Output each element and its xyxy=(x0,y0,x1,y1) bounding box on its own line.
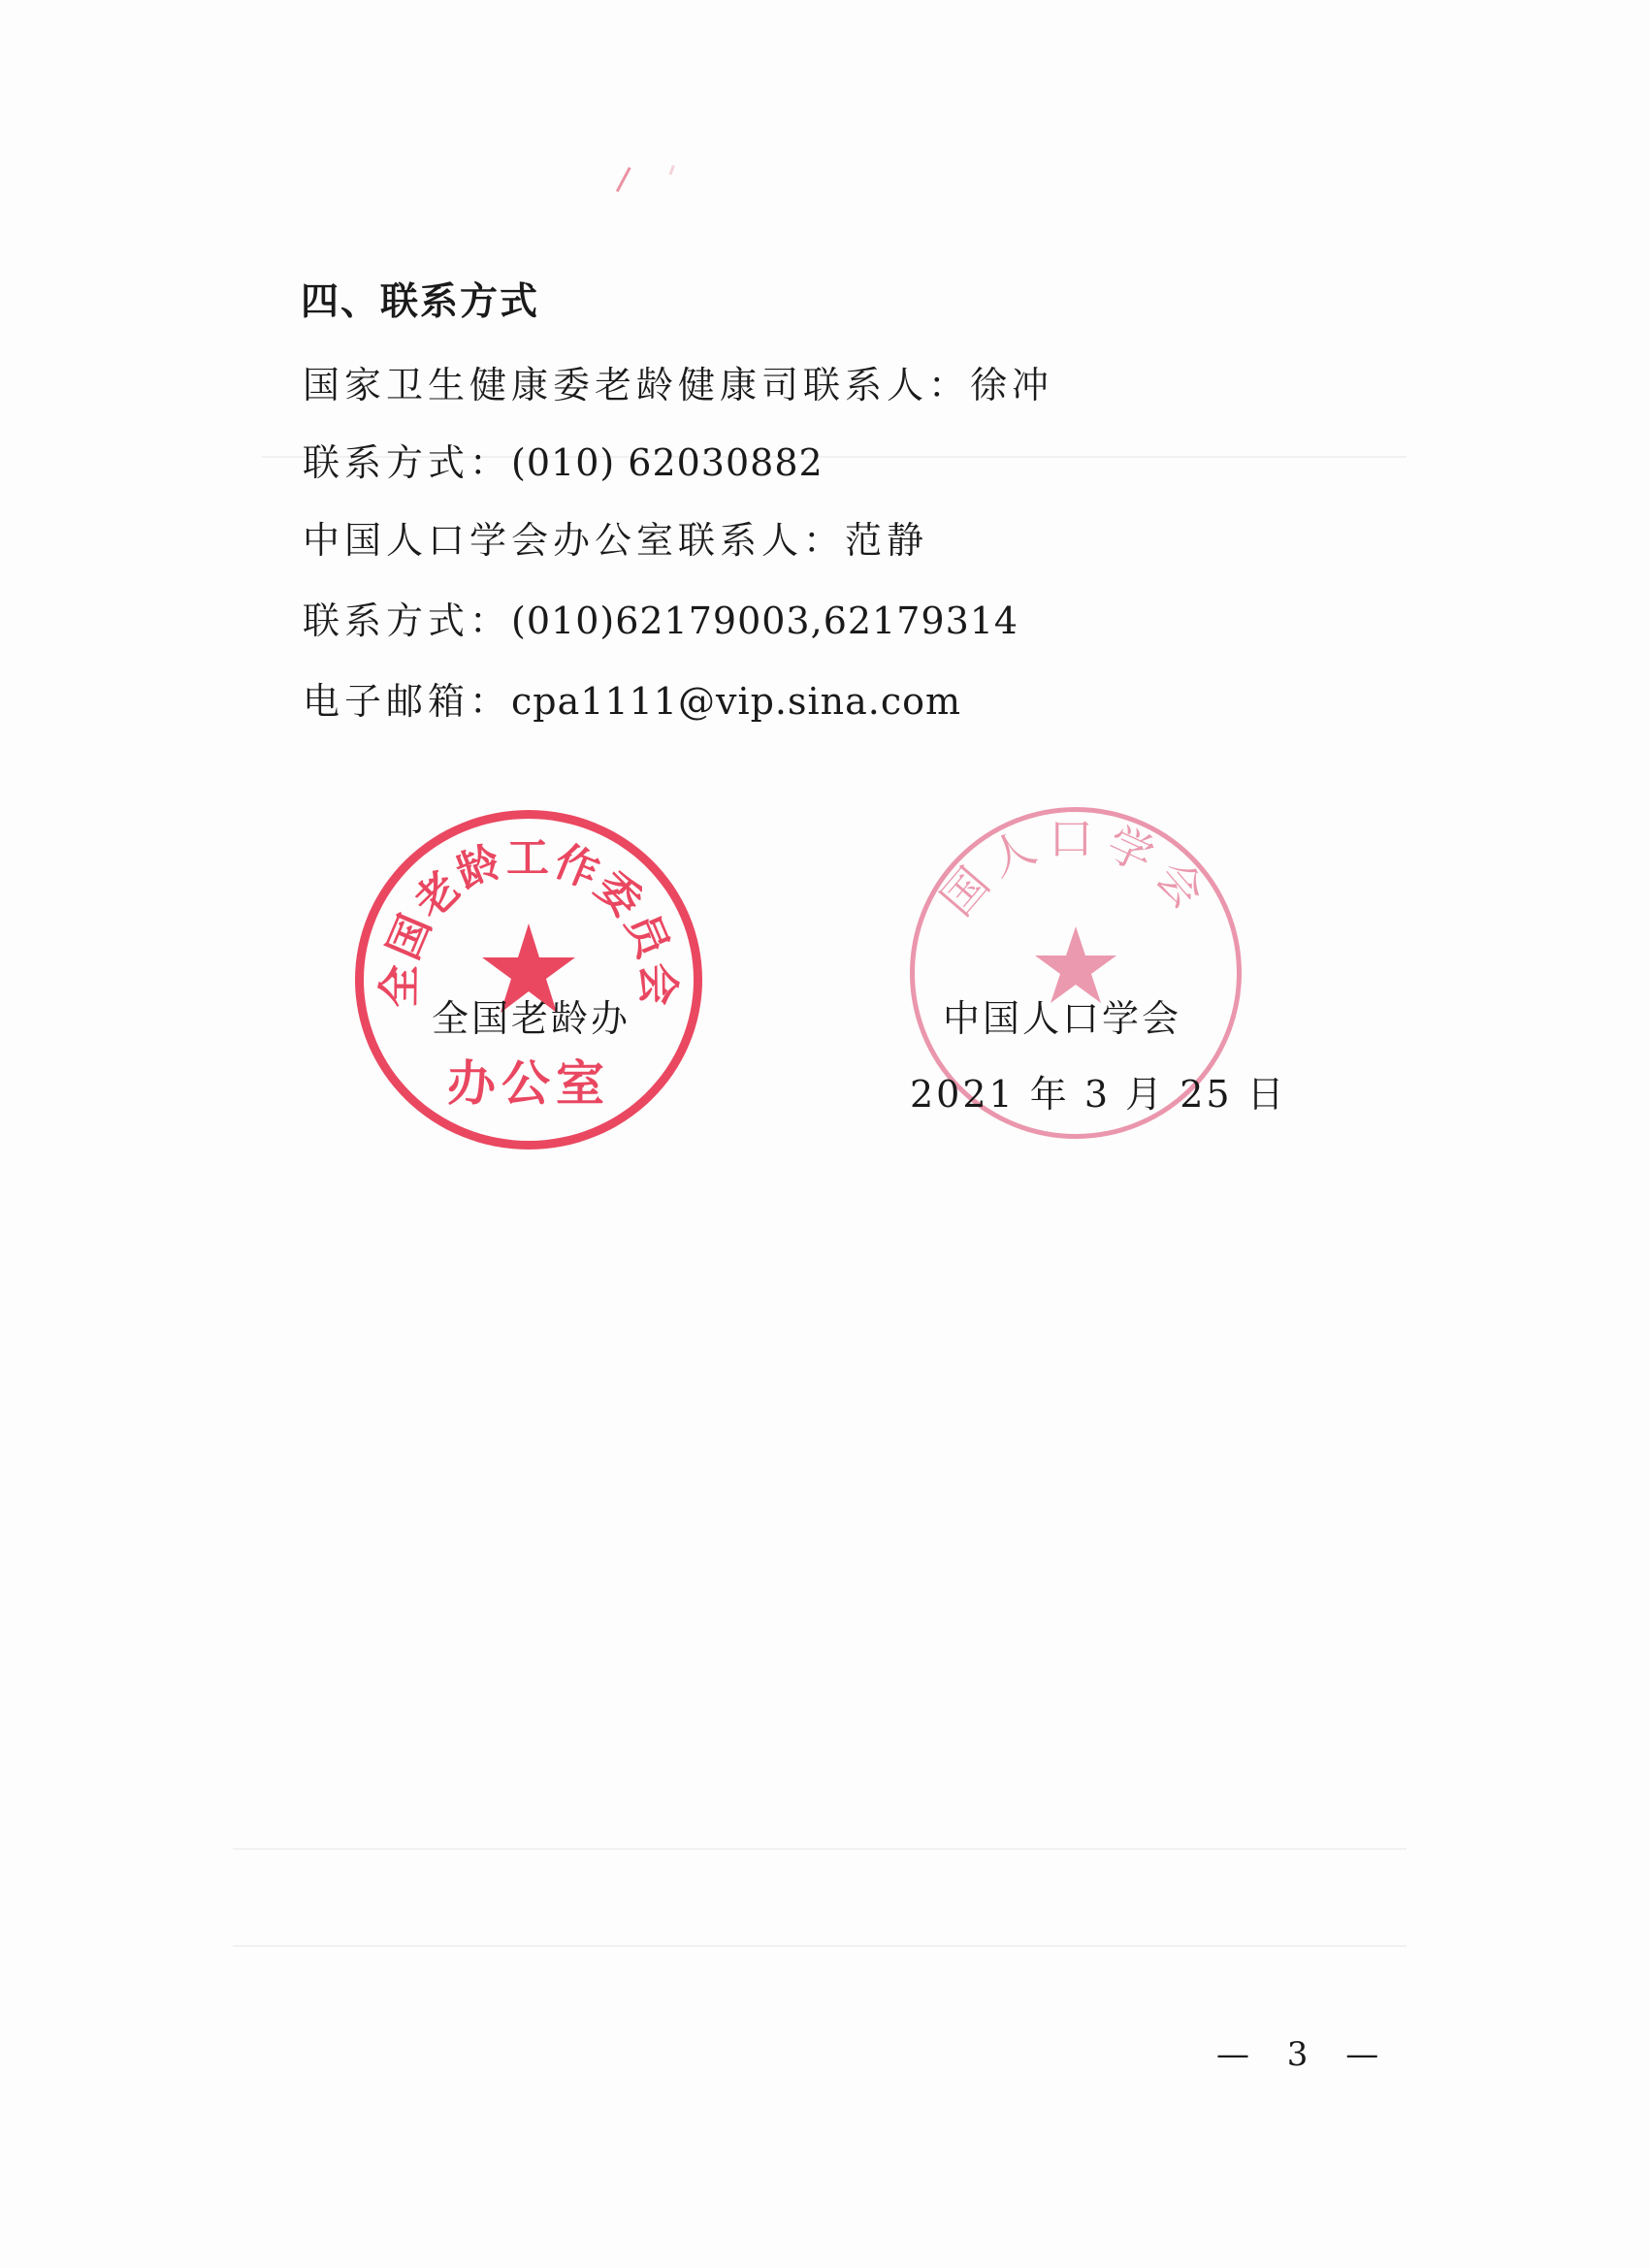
nhc-contact-label: 国家卫生健康委老龄健康司联系人： xyxy=(303,364,971,406)
section-heading: 四、联系方式 xyxy=(301,280,540,324)
email-line xyxy=(303,673,961,729)
nhc-phone-line xyxy=(303,435,824,491)
red-mark xyxy=(669,165,675,175)
nhc-contact-line xyxy=(303,357,1053,413)
svg-text:国人口学会 xyxy=(930,812,1220,925)
seal-arc-text: 国人口学会 xyxy=(930,812,1221,926)
left-signatory: 全国老龄办 xyxy=(432,997,631,1040)
email-label: 电子邮箱： xyxy=(303,680,512,723)
seal-bottom-text: 办公室 xyxy=(447,1055,610,1112)
page-number: — 3 — xyxy=(1216,2035,1393,2074)
issue-date: 2021 年 3 月 25 日 xyxy=(910,1073,1287,1116)
show-through-line xyxy=(233,1945,1406,1947)
national-aging-office-seal xyxy=(355,810,702,1150)
seal-graphic xyxy=(364,819,694,1141)
right-signatory: 中国人口学会 xyxy=(943,997,1182,1040)
cpa-contact-label: 中国人口学会办公室联系人： xyxy=(303,519,846,562)
red-mark xyxy=(616,167,631,192)
cpa-contact-name: 范静 xyxy=(845,519,929,562)
seal-arc-text: 全国老龄工作委员会 xyxy=(374,832,683,1008)
cpa-phone-line xyxy=(303,593,1018,649)
cpa-phone-number: (010)62179003,62179314 xyxy=(511,599,1019,642)
nhc-phone-label: 联系方式： xyxy=(303,441,512,484)
show-through-line xyxy=(233,1848,1406,1850)
nhc-contact-name: 徐冲 xyxy=(970,364,1054,406)
email-address: cpa1111@vip.sina.com xyxy=(511,680,962,723)
nhc-phone-number: (010) 62030882 xyxy=(511,441,824,484)
cpa-phone-label: 联系方式： xyxy=(303,599,512,642)
cpa-contact-line xyxy=(303,512,928,568)
